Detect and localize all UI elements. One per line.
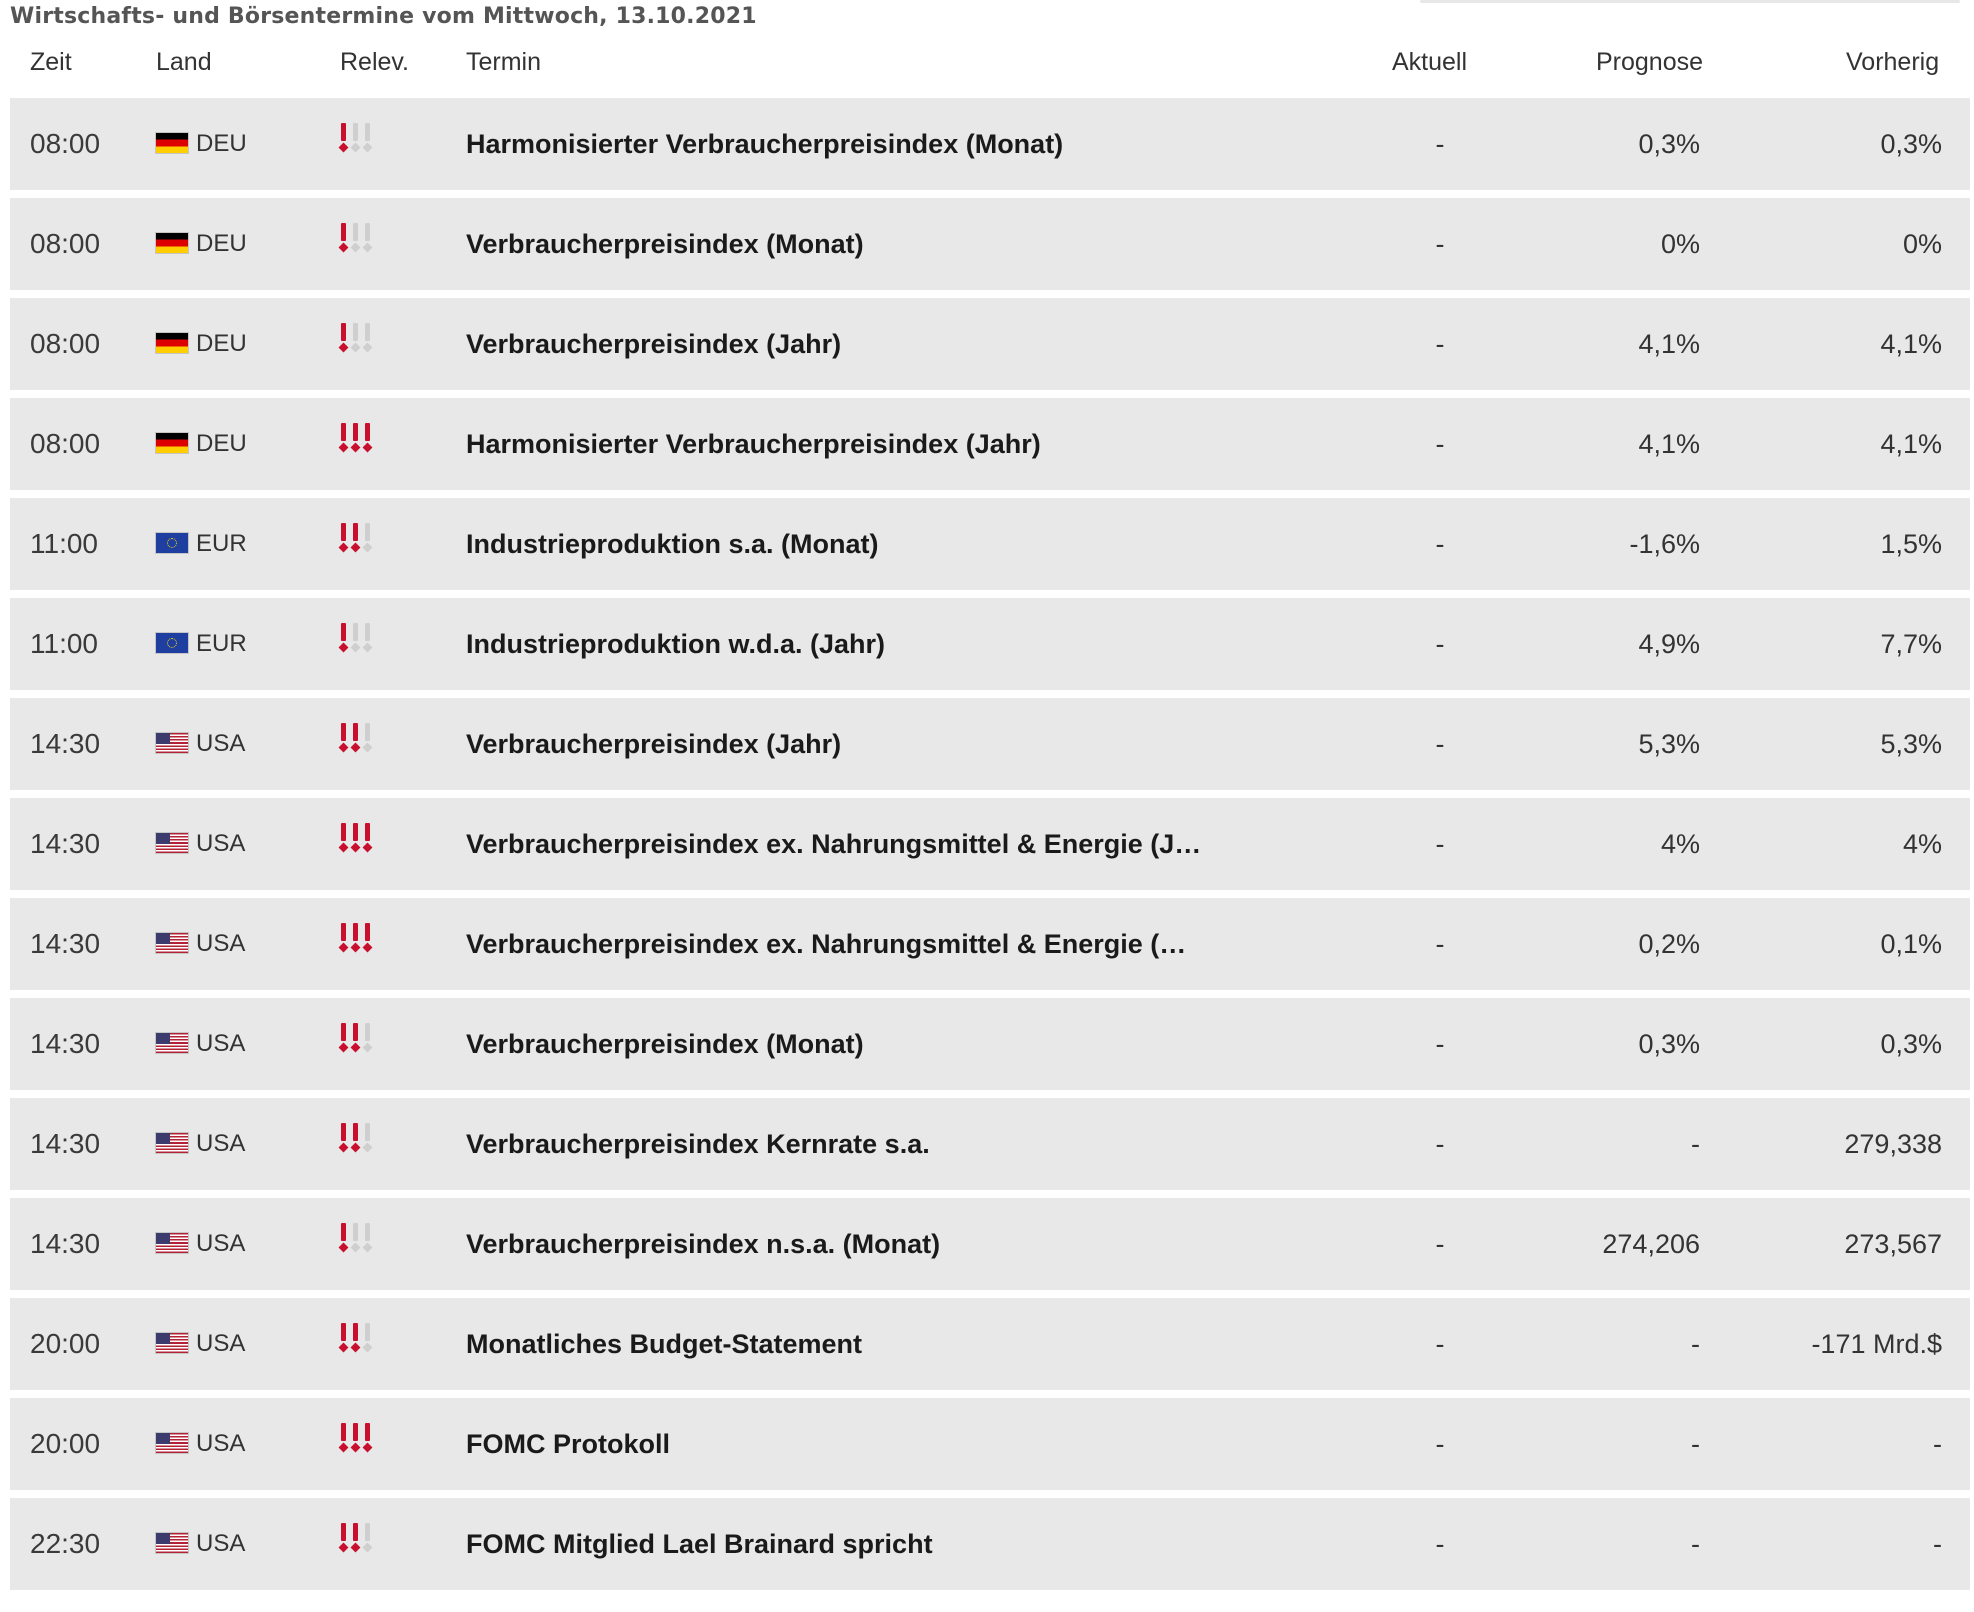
country-code: USA: [196, 1030, 246, 1057]
country-code: USA: [196, 1130, 246, 1157]
exclamation-icon: [352, 523, 359, 551]
relevance-indicator: [340, 398, 376, 490]
event-time: 11:00: [30, 528, 98, 559]
column-header-relevanz[interactable]: Relev.: [340, 48, 410, 76]
country-code: DEU: [196, 130, 247, 157]
table-header: [10, 40, 1970, 92]
event-forecast: 274,206: [1602, 1229, 1700, 1259]
eur-flag-icon: [156, 633, 188, 653]
event-title-link[interactable]: Verbraucherpreisindex (Jahr): [466, 729, 842, 759]
event-country: [156, 1098, 245, 1190]
eur-flag-icon: [156, 533, 188, 553]
exclamation-icon: [340, 623, 347, 651]
event-country: [156, 598, 247, 690]
deu-flag-icon: [156, 333, 188, 353]
relevance-indicator: [340, 1198, 376, 1290]
event-country: [156, 498, 247, 590]
exclamation-icon: [352, 323, 359, 351]
deu-flag-icon: [156, 233, 188, 253]
relevance-icons: [340, 296, 376, 388]
scrollbar-hint[interactable]: [1420, 0, 1960, 3]
event-country: [156, 1498, 245, 1590]
table-row[interactable]: [10, 498, 1970, 590]
relevance-indicator: [340, 98, 376, 190]
country-code: USA: [196, 1230, 246, 1257]
event-country: [156, 1198, 245, 1290]
table-row[interactable]: [10, 998, 1970, 1090]
exclamation-icon: [340, 723, 347, 751]
event-forecast: 4,1%: [1638, 429, 1700, 459]
event-time: 20:00: [30, 1428, 101, 1459]
event-country: [156, 698, 245, 790]
event-time: 22:30: [30, 1528, 101, 1559]
exclamation-icon: [364, 623, 371, 651]
event-title-link[interactable]: Verbraucherpreisindex Kernrate s.a.: [466, 1129, 930, 1159]
exclamation-icon: [364, 1323, 371, 1351]
event-actual: -: [1435, 1329, 1445, 1359]
usa-flag-icon: [156, 733, 188, 753]
table-row[interactable]: [10, 98, 1970, 190]
exclamation-icon: [340, 123, 347, 151]
relevance-icons: [340, 1296, 376, 1388]
exclamation-icon: [364, 923, 371, 951]
event-forecast: 4,1%: [1638, 329, 1700, 359]
exclamation-icon: [340, 823, 347, 851]
relevance-icons: [340, 1396, 376, 1488]
table-row[interactable]: [10, 598, 1970, 690]
event-actual: -: [1435, 829, 1445, 859]
event-previous: 0,3%: [1880, 129, 1942, 159]
event-country: [156, 898, 245, 990]
event-forecast: -: [1691, 1129, 1700, 1159]
event-time: 14:30: [30, 828, 101, 859]
relevance-icons: [340, 1096, 376, 1188]
relevance-icons: [340, 896, 376, 988]
event-country: [156, 1398, 245, 1490]
event-actual: -: [1435, 329, 1445, 359]
column-header-zeit[interactable]: Zeit: [30, 48, 72, 76]
relevance-indicator: [340, 198, 376, 290]
relevance-icons: [340, 596, 376, 688]
event-country: [156, 98, 247, 190]
event-title-link[interactable]: Verbraucherpreisindex ex. Nahrungsmittel & Energie (J…: [466, 829, 1202, 859]
exclamation-icon: [340, 223, 347, 251]
country-code: USA: [196, 730, 246, 757]
event-title-link[interactable]: FOMC Protokoll: [466, 1429, 670, 1459]
country-code: USA: [196, 1430, 246, 1457]
event-actual: -: [1435, 1429, 1445, 1459]
event-title-link[interactable]: Verbraucherpreisindex (Monat): [466, 229, 864, 259]
table-row[interactable]: [10, 198, 1970, 290]
event-title-link[interactable]: Monatliches Budget-Statement: [466, 1329, 863, 1359]
event-country: [156, 398, 247, 490]
relevance-indicator: [340, 1498, 376, 1590]
event-title-link[interactable]: Verbraucherpreisindex (Monat): [466, 1029, 864, 1059]
event-time: 14:30: [30, 1128, 101, 1159]
relevance-icons: [340, 396, 376, 488]
exclamation-icon: [352, 923, 359, 951]
event-forecast: 4%: [1660, 829, 1700, 859]
exclamation-icon: [352, 1523, 359, 1551]
event-previous: 273,567: [1844, 1229, 1942, 1259]
event-forecast: 0,3%: [1638, 1029, 1700, 1059]
exclamation-icon: [352, 1323, 359, 1351]
relevance-indicator: [340, 1298, 376, 1390]
usa-flag-icon: [156, 1133, 188, 1153]
table-row[interactable]: [10, 1098, 1970, 1190]
event-previous: 279,338: [1844, 1129, 1942, 1159]
relevance-icons: [340, 796, 376, 888]
exclamation-icon: [364, 823, 371, 851]
usa-flag-icon: [156, 1333, 188, 1353]
event-title-link[interactable]: Verbraucherpreisindex (Jahr): [466, 329, 842, 359]
exclamation-icon: [364, 423, 371, 451]
exclamation-icon: [352, 1423, 359, 1451]
exclamation-icon: [364, 723, 371, 751]
relevance-icons: [340, 1196, 376, 1288]
relevance-indicator: [340, 298, 376, 390]
relevance-indicator: [340, 898, 376, 990]
exclamation-icon: [364, 223, 371, 251]
exclamation-icon: [352, 423, 359, 451]
relevance-indicator: [340, 698, 376, 790]
exclamation-icon: [352, 623, 359, 651]
event-forecast: -: [1691, 1329, 1700, 1359]
event-actual: -: [1435, 129, 1445, 159]
event-forecast: 4,9%: [1638, 629, 1700, 659]
event-time: 08:00: [30, 328, 101, 359]
country-code: USA: [196, 830, 246, 857]
exclamation-icon: [352, 1223, 359, 1251]
exclamation-icon: [340, 1023, 347, 1051]
table-row[interactable]: [10, 298, 1970, 390]
event-title-link[interactable]: FOMC Mitglied Lael Brainard spricht: [466, 1529, 933, 1559]
event-actual: -: [1435, 529, 1445, 559]
event-previous: 7,7%: [1880, 629, 1942, 659]
country-code: DEU: [196, 230, 247, 257]
table-row[interactable]: [10, 798, 1970, 890]
table-row[interactable]: [10, 698, 1970, 790]
event-time: 14:30: [30, 928, 101, 959]
event-forecast: 0,2%: [1638, 929, 1700, 959]
event-time: 08:00: [30, 228, 101, 259]
event-previous: -: [1933, 1529, 1942, 1559]
event-previous: 0%: [1902, 229, 1942, 259]
usa-flag-icon: [156, 1033, 188, 1053]
exclamation-icon: [352, 1023, 359, 1051]
event-country: [156, 1298, 245, 1390]
event-previous: 0,1%: [1880, 929, 1942, 959]
deu-flag-icon: [156, 133, 188, 153]
table-row[interactable]: [10, 1298, 1970, 1390]
relevance-indicator: [340, 598, 376, 690]
event-forecast: 0,3%: [1638, 129, 1700, 159]
event-time: 14:30: [30, 1228, 101, 1259]
event-actual: -: [1435, 1029, 1445, 1059]
country-code: DEU: [196, 430, 247, 457]
event-forecast: 5,3%: [1638, 729, 1700, 759]
country-code: USA: [196, 1330, 246, 1357]
relevance-indicator: [340, 1098, 376, 1190]
event-time: 20:00: [30, 1328, 101, 1359]
event-country: [156, 998, 245, 1090]
event-time: 08:00: [30, 428, 101, 459]
country-code: EUR: [196, 630, 247, 657]
exclamation-icon: [352, 223, 359, 251]
usa-flag-icon: [156, 1533, 188, 1553]
country-code: DEU: [196, 330, 247, 357]
exclamation-icon: [340, 1423, 347, 1451]
event-forecast: -1,6%: [1629, 529, 1700, 559]
country-code: EUR: [196, 530, 247, 557]
column-header-termin[interactable]: Termin: [466, 48, 542, 76]
event-actual: -: [1435, 1529, 1445, 1559]
event-previous: 0,3%: [1880, 1029, 1942, 1059]
relevance-icons: [340, 696, 376, 788]
relevance-icons: [340, 96, 376, 188]
page-title: Wirtschafts- und Börsentermine vom Mittwoch, 13.10.2021: [10, 4, 757, 29]
column-header-aktuell[interactable]: Aktuell: [1392, 48, 1468, 76]
country-code: USA: [196, 930, 246, 957]
event-previous: 4,1%: [1880, 329, 1942, 359]
event-actual: -: [1435, 1229, 1445, 1259]
event-title-link[interactable]: Harmonisierter Verbraucherpreisindex (Monat): [466, 129, 1064, 159]
event-title-link[interactable]: Harmonisierter Verbraucherpreisindex (Jahr): [466, 429, 1041, 459]
exclamation-icon: [340, 423, 347, 451]
exclamation-icon: [340, 1523, 347, 1551]
event-actual: -: [1435, 429, 1445, 459]
event-title-link[interactable]: Verbraucherpreisindex n.s.a. (Monat): [466, 1229, 941, 1259]
event-previous: -171 Mrd.$: [1811, 1329, 1942, 1359]
event-country: [156, 198, 247, 290]
exclamation-icon: [340, 1323, 347, 1351]
deu-flag-icon: [156, 433, 188, 453]
relevance-icons: [340, 1496, 376, 1588]
exclamation-icon: [364, 1423, 371, 1451]
table-row[interactable]: [10, 398, 1970, 490]
event-actual: -: [1435, 229, 1445, 259]
event-time: 11:00: [30, 628, 98, 659]
event-time: 08:00: [30, 128, 101, 159]
exclamation-icon: [340, 1223, 347, 1251]
event-previous: 1,5%: [1880, 529, 1942, 559]
event-forecast: -: [1691, 1429, 1700, 1459]
event-previous: 4%: [1902, 829, 1942, 859]
event-country: [156, 798, 245, 890]
exclamation-icon: [340, 1123, 347, 1151]
column-header-prognose[interactable]: Prognose: [1596, 48, 1704, 76]
exclamation-icon: [340, 523, 347, 551]
event-previous: -: [1933, 1429, 1942, 1459]
event-previous: 4,1%: [1880, 429, 1942, 459]
events-table: [10, 98, 1970, 1598]
relevance-indicator: [340, 1398, 376, 1490]
usa-flag-icon: [156, 1233, 188, 1253]
usa-flag-icon: [156, 833, 188, 853]
event-forecast: -: [1691, 1529, 1700, 1559]
table-row[interactable]: [10, 1198, 1970, 1290]
table-row[interactable]: [10, 898, 1970, 990]
exclamation-icon: [364, 1023, 371, 1051]
event-actual: -: [1435, 629, 1445, 659]
event-previous: 5,3%: [1880, 729, 1942, 759]
table-row[interactable]: [10, 1498, 1970, 1590]
relevance-icons: [340, 496, 376, 588]
event-forecast: 0%: [1660, 229, 1700, 259]
exclamation-icon: [364, 1523, 371, 1551]
exclamation-icon: [352, 123, 359, 151]
column-header-land[interactable]: Land: [156, 48, 212, 76]
exclamation-icon: [364, 523, 371, 551]
relevance-indicator: [340, 498, 376, 590]
exclamation-icon: [364, 323, 371, 351]
exclamation-icon: [364, 1123, 371, 1151]
event-title-link[interactable]: Industrieproduktion w.d.a. (Jahr): [466, 629, 886, 659]
country-code: USA: [196, 1530, 246, 1557]
relevance-icons: [340, 196, 376, 288]
event-actual: -: [1435, 1129, 1445, 1159]
event-time: 14:30: [30, 1028, 101, 1059]
exclamation-icon: [352, 823, 359, 851]
exclamation-icon: [352, 723, 359, 751]
relevance-indicator: [340, 998, 376, 1090]
exclamation-icon: [352, 1123, 359, 1151]
exclamation-icon: [340, 923, 347, 951]
event-time: 14:30: [30, 728, 101, 759]
exclamation-icon: [364, 1223, 371, 1251]
event-title-link[interactable]: Industrieproduktion s.a. (Monat): [466, 529, 879, 559]
relevance-icons: [340, 996, 376, 1088]
column-header-vorherig[interactable]: Vorherig: [1846, 48, 1940, 76]
exclamation-icon: [340, 323, 347, 351]
usa-flag-icon: [156, 933, 188, 953]
event-country: [156, 298, 247, 390]
event-title-link[interactable]: Verbraucherpreisindex ex. Nahrungsmittel & Energie (…: [466, 929, 1187, 959]
usa-flag-icon: [156, 1433, 188, 1453]
exclamation-icon: [364, 123, 371, 151]
table-row[interactable]: [10, 1398, 1970, 1490]
event-actual: -: [1435, 929, 1445, 959]
event-actual: -: [1435, 729, 1445, 759]
relevance-indicator: [340, 798, 376, 890]
